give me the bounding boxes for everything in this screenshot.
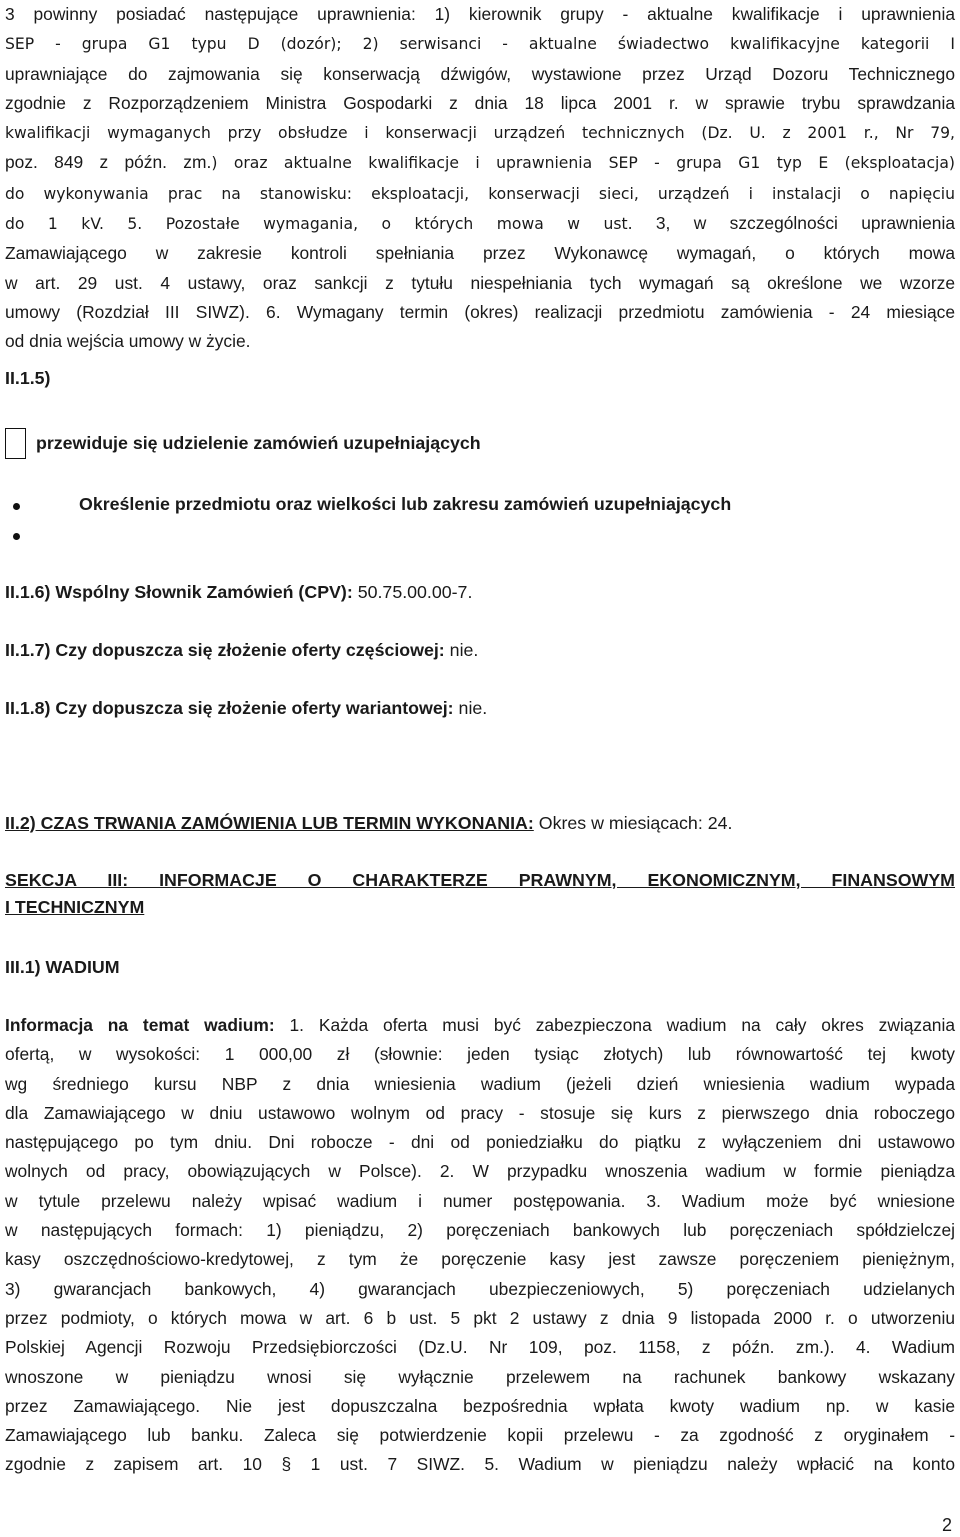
intro-line: uprawniające do zajmowania się konserwacją dźwigów, wystawione przez Urząd Dozoru Technicznego <box>5 63 955 84</box>
wadium-line: kasy oszczędnościowo-kredytowej, z tym że poręczenie kasy jest zawsze poręczeniem pieniężnym, <box>5 1249 955 1270</box>
intro-line: od dnia wejścia umowy w życie. <box>5 331 251 352</box>
intro-line-text: do 1 kV. 5. Pozostałe wymagania, o których mowa w ust. <box>5 215 633 234</box>
wadium-line: wnoszone w pieniądzu wnosi się wyłącznie przelewem na rachunek bankowy wskazany <box>5 1366 955 1387</box>
intro-paragraph <box>5 0 955 357</box>
section-heading-ii15: II.1.5) <box>5 368 51 388</box>
intro-line: zgodnie z Rozporządzeniem Ministra Gospodarki z dnia 18 lipca 2001 r. w sprawie trybu sprawdzania <box>5 92 955 113</box>
wadium-line: przez podmioty, o których mowa w art. 6 b ust. 5 pkt 2 ustawy z dnia 9 listopada 2000 r. o utworzeniu <box>5 1307 955 1328</box>
wadium-line: Zamawiającego lub banku. Zaleca się potwierdzenie kopii przelewu - za zgodność z oryginałem - <box>5 1425 955 1446</box>
intro-line <box>5 269 955 298</box>
cpv-label: II.1.6) Wspólny Słownik Zamówień (CPV): <box>5 582 353 602</box>
checkbox-item[interactable] <box>5 426 481 460</box>
partial-offer-value: nie. <box>444 640 479 660</box>
wadium-line: dla Zamawiającego w dniu ustawowo wolnym od pracy - stosuje się kurs z pierwszego dnia roboczego <box>5 1102 955 1123</box>
intro-line <box>5 148 955 178</box>
wadium-line: przez Zamawiającego. Nie jest dopuszczalna bezpośrednia wpłata kwoty wadium np. w kasie <box>5 1395 955 1416</box>
intro-line: Zamawiającego w zakresie kontroli spełniania przez Wykonawcę wymagań, o których mowa <box>5 243 955 264</box>
intro-line: 3 powinny posiadać następujące uprawnienia: 1) kierownik grupy - aktualne kwalifikacje i uprawnienia <box>5 4 955 24</box>
variant-offer-value: nie. <box>453 698 488 718</box>
variant-offer-label: II.1.8) Czy dopuszcza się złożenie oferty wariantowej: <box>5 698 454 718</box>
partial-offer-row <box>5 638 478 662</box>
wadium-line: Polskiej Agencji Rozwoju Przedsiębiorczości (Dz.U. Nr 109, poz. 1158, z późn. zm.). 4. Wadium <box>5 1337 955 1358</box>
wadium-line: wg średniego kursu NBP z dnia wniesienia wadium (jeżeli dzień wniesienia wadium wypada <box>5 1073 955 1094</box>
wadium-line: w tytule przelewu należy wpisać wadium i numer postępowania. 3. Wadium może być wniesione <box>5 1190 955 1211</box>
intro-line-text: SEP - grupa G1 typu D (dozór); 2) serwisanci - aktualne świadectwo kwalifikacyjne kategorii I <box>5 35 955 54</box>
section3-heading: SEKCJA III: INFORMACJE O CHARAKTERZE PRAWNYM, EKONOMICZNYM, FINANSOWYM <box>5 870 955 890</box>
wadium-label: Informacja na temat wadium: <box>5 1015 275 1035</box>
wadium-heading: III.1) WADIUM <box>5 957 120 977</box>
duration-row <box>5 811 732 835</box>
intro-line <box>5 29 955 59</box>
list-item-text: Określenie przedmiotu oraz wielkości lub zakresu zamówień uzupełniających <box>79 494 732 514</box>
cpv-row <box>5 580 472 604</box>
intro-line-text: w art. 29 ust. <box>5 272 143 293</box>
intro-ref: poz. 849 z późn. zm. <box>5 152 212 173</box>
intro-line-text: 3, w szczególności uprawnienia <box>632 213 955 234</box>
partial-offer-label: II.1.7) Czy dopuszcza się złożenie oferty częściowej: <box>5 640 445 660</box>
checkbox-label: przewiduje się udzielenie zamówień uzupełniających <box>36 433 481 453</box>
wadium-line: 3) gwarancjach bankowych, 4) gwarancjach ubezpieczeniowych, 5) poręczeniach udzielanych <box>5 1278 955 1299</box>
wadium-line: ofertą, w wysokości: 1 000,00 zł (słownie: jeden tysiąc złotych) lub równowartość tej kwoty <box>5 1044 955 1065</box>
intro-line <box>5 118 955 148</box>
checkbox-box[interactable] <box>5 428 26 459</box>
wadium-line: w następujących formach: 1) pieniądzu, 2) poręczeniach bankowych lub poręczeniach spółdzielczej <box>5 1220 955 1241</box>
wadium-paragraph <box>5 1011 955 1480</box>
intro-line <box>5 179 955 209</box>
duration-value: Okres w miesiącach: 24. <box>533 813 733 833</box>
page-number: 2 <box>941 1515 952 1535</box>
intro-line-text: 4 ustawy, oraz sankcji z tytułu niespełniania tych wymagań są określone we wzorze <box>142 272 955 293</box>
cpv-value: 50.75.00.00-7. <box>352 582 473 602</box>
duration-label: II.2) CZAS TRWANIA ZAMÓWIENIA LUB TERMIN WYKONANIA: <box>5 813 534 833</box>
wadium-line: następującego po tym dniu. Dni robocze - dni od poniedziałku do piątku z wyłączeniem dni ustawowo <box>5 1132 955 1153</box>
bullet-icon <box>13 503 20 510</box>
variant-offer-row <box>5 696 487 720</box>
section3-heading-cont: I TECHNICZNYM <box>5 897 145 917</box>
intro-line-text: do wykonywania prac na stanowisku: eksploatacji, konserwacji sieci, urządzeń i instalacji o napięciu <box>5 184 955 203</box>
intro-line-text: ) oraz aktualne kwalifikacje i uprawnienia SEP - grupa G1 typ E (eksploatacja) <box>211 154 955 173</box>
bullet-icon <box>13 533 20 540</box>
wadium-line-text: 1. Każda oferta musi być zabezpieczona wadium na cały okres związania <box>274 1015 956 1035</box>
wadium-line: wolnych od pracy, obowiązujących w Polsce). 2. W przypadku wnoszenia wadium w formie pieniądza <box>5 1161 955 1182</box>
wadium-line: zgodnie z zapisem art. 10 § 1 ust. 7 SIWZ. 5. Wadium w pieniądzu należy wpłacić na konto <box>5 1454 955 1475</box>
intro-line: umowy (Rozdział III SIWZ). 6. Wymagany termin (okres) realizacji przedmiotu zamówienia - 24 miesiące <box>5 301 955 322</box>
intro-line <box>5 209 955 239</box>
wadium-line <box>5 1011 955 1040</box>
intro-line-text: kwalifikacji wymaganych przy obsłudze i konserwacji urządzeń technicznych (Dz. U. z 2001 r., Nr 79, <box>5 124 955 143</box>
